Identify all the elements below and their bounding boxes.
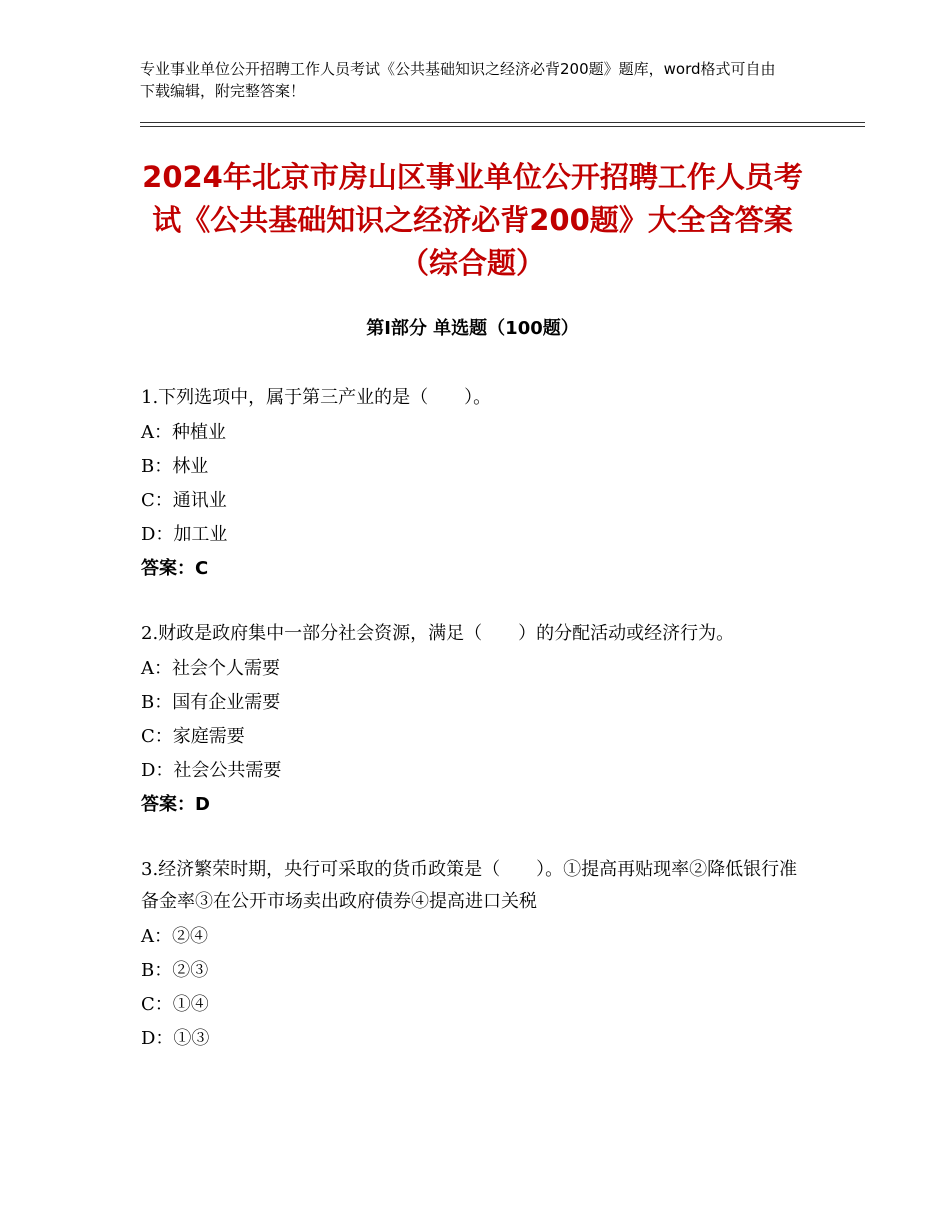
header-rule-thick [140, 122, 865, 123]
option-a: A：社会个人需要 [141, 658, 280, 679]
question-2 [141, 618, 806, 822]
option-a: A：②④ [141, 926, 208, 947]
question-1 [141, 382, 806, 586]
answer-line: 答案：C [141, 558, 209, 579]
option-c: C：家庭需要 [141, 726, 245, 747]
option-a: A：种植业 [141, 422, 226, 443]
option-d: D：①③ [141, 1028, 210, 1049]
question-stem: 2.财政是政府集中一部分社会资源，满足（ ）的分配活动或经济行为。 [141, 623, 735, 644]
option-c: C：①④ [141, 994, 209, 1015]
header-rule-thin [140, 126, 865, 127]
option-b: B：林业 [141, 456, 209, 477]
question-list [141, 382, 806, 1088]
option-b: B：国有企业需要 [141, 692, 281, 713]
answer-line: 答案：D [141, 794, 210, 815]
question-stem: 1.下列选项中，属于第三产业的是（ ）。 [141, 387, 492, 408]
option-d: D：社会公共需要 [141, 760, 282, 781]
option-c: C：通讯业 [141, 490, 227, 511]
document-title: 2024年北京市房山区事业单位公开招聘工作人员考试《公共基础知识之经济必背200题》大全含答案（综合题） [142, 160, 803, 280]
question-3 [141, 854, 806, 1056]
option-b: B：②③ [141, 960, 209, 981]
section-heading: 第Ⅰ部分 单选题（100题） [366, 318, 579, 339]
question-stem: 3.经济繁荣时期，央行可采取的货币政策是（ ）。①提高再贴现率②降低银行准备金率③在公开市场卖出政府债券④提高进口关税 [141, 859, 798, 912]
option-d: D：加工业 [141, 524, 228, 545]
header-note: 专业事业单位公开招聘工作人员考试《公共基础知识之经济必背200题》题库，word格式可自由下载编辑，附完整答案！ [140, 60, 776, 100]
